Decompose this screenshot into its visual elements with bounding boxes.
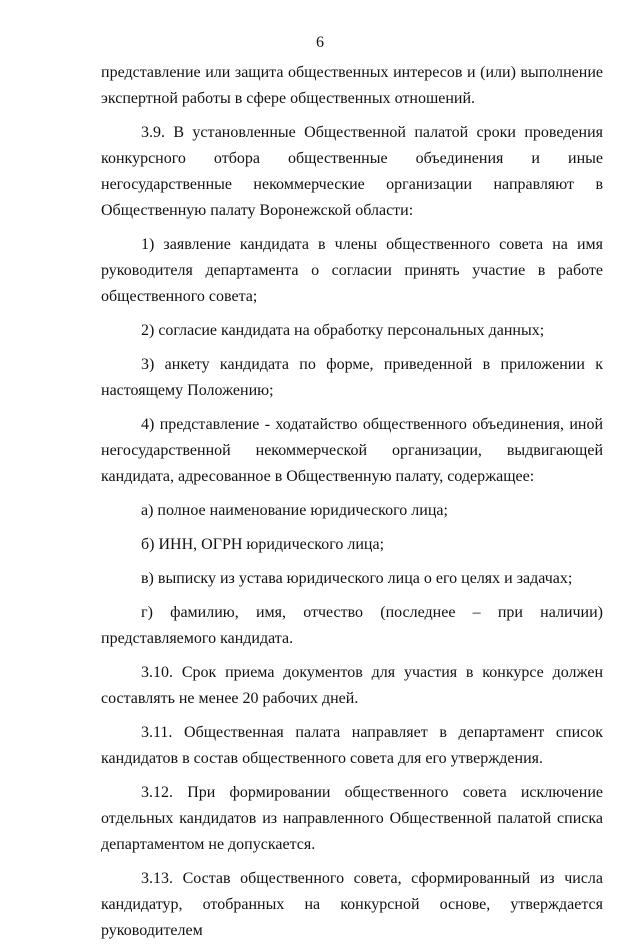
paragraph-3-11: 3.11. Общественная палата направляет в департамент список кандидатов в состав общественного совета для его утверждения. <box>101 724 603 767</box>
paragraph-3-13: 3.13. Состав общественного совета, сформированный из числа кандидатур, отобранных на конкурсной основе, утверждается руководителем <box>101 870 603 939</box>
sub-item-b: б) ИНН, ОГРН юридического лица; <box>141 536 385 553</box>
paragraph-3-9: 3.9. В установленные Общественной палатой сроки проведения конкурсного отбора общественные объединения и иные негосударственные некоммерческие организации направляют в Общественную палату Воронежской области: <box>101 124 603 219</box>
paragraph-continuation: представление или защита общественных интересов и (или) выполнение экспертной работы в сфере общественных отношений. <box>101 64 603 107</box>
list-item-2: 2) согласие кандидата на обработку персональных данных; <box>141 322 545 339</box>
list-item-4: 4) представление - ходатайство общественного объединения, иной негосударственной некоммерческой организации, выдвигающей кандидата, адресованное в Общественную палату, содержащее: <box>101 416 603 485</box>
paragraph-3-12: 3.12. При формировании общественного совета исключение отдельных кандидатов из направленного Общественной палатой списка департаментом не допускается. <box>101 784 603 853</box>
sub-item-a: а) полное наименование юридического лица; <box>141 502 448 519</box>
document-body <box>101 60 603 944</box>
list-item-3: 3) анкету кандидата по форме, приведенной в приложении к настоящему Положению; <box>101 356 603 399</box>
paragraph-3-10: 3.10. Срок приема документов для участия в конкурсе должен составлять не менее 20 рабочих дней. <box>101 664 603 707</box>
list-item-1: 1) заявление кандидата в члены общественного совета на имя руководителя департамента о согласии принять участие в работе общественного совета; <box>101 236 603 305</box>
sub-item-c: в) выписку из устава юридического лица о его целях и задачах; <box>141 570 573 587</box>
page-number: 6 <box>316 34 324 51</box>
sub-item-d: г) фамилию, имя, отчество (последнее – при наличии) представляемого кандидата. <box>101 604 603 647</box>
